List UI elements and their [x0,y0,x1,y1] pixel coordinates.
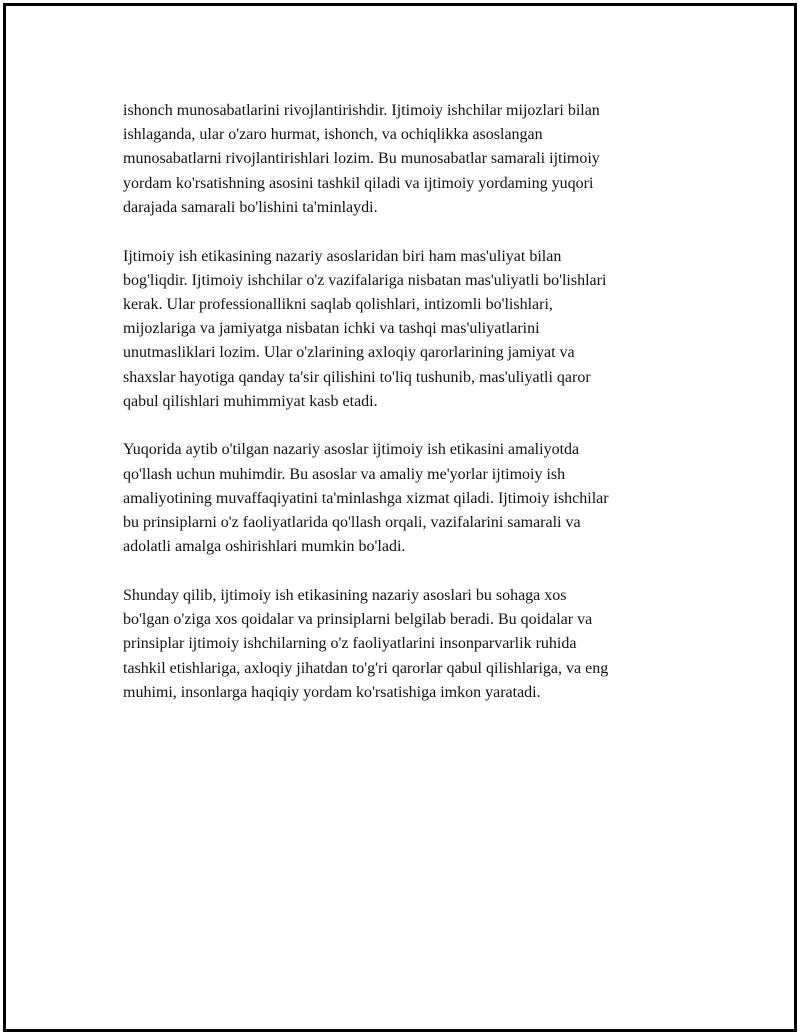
text-line: bo'lgan o'ziga xos qoidalar va prinsiplarni belgilab beradi. Bu qoidalar va [123,611,593,629]
text-line: muhimi, insonlarga haqiqiy yordam ko'rsatishiga imkon yaratadi. [123,683,541,701]
text-line: Shunday qilib, ijtimoiy ish etikasining nazariy asoslari bu sohaga xos [123,586,567,604]
text-line: ishonch munosabatlarini rivojlantirishdir. Ijtimoiy ishchilar mijozlari bilan [123,102,600,119]
text-line: prinsiplar ijtimoiy ishchilarning o'z faoliyatlarini insonparvarlik ruhida [123,635,577,653]
page-frame [3,3,797,1032]
text-line: qabul qilishlari muhimmiyat kasb etadi. [123,392,378,410]
text-line: adolatli amalga oshirishlari mumkin bo'ladi. [123,538,406,556]
text-line: bu prinsiplarni o'z faoliyatlarida qo'llash orqali, vazifalarini samarali va [123,514,581,532]
paragraph-2 [123,245,693,414]
text-line: bog'liqdir. Ijtimoiy ishchilar o'z vazifalariga nisbatan mas'uliyatli bo'lishlari [123,271,607,289]
text-line: ishlaganda, ular o'zaro hurmat, ishonch, va ochiqlikka asoslangan [123,126,543,144]
text-line: yordam ko'rsatishning asosini tashkil qiladi va ijtimoiy yordaming yuqori [123,174,594,192]
text-line: munosabatlarni rivojlantirishlari lozim. Bu munosabatlar samarali ijtimoiy [123,150,600,168]
text-line: kerak. Ular professionallikni saqlab qolishlari, intizomli bo'lishlari, [123,295,553,313]
text-line: Ijtimoiy ish etikasining nazariy asoslaridan biri ham mas'uliyat bilan [123,247,562,265]
text-line: mijozlariga va jamiyatga nisbatan ichki va tashqi mas'uliyatlarini [123,320,540,338]
text-line: unutmasliklari lozim. Ular o'zlarining axloqiy qarorlarining jamiyat va [123,344,575,362]
paragraph-4 [123,584,693,705]
text-line: Yuqorida aytib o'tilgan nazariy asoslar ijtimoiy ish etikasini amaliyotda [123,441,580,459]
text-line: qo'llash uchun muhimdir. Bu asoslar va amaliy me'yorlar ijtimoiy ish [123,465,566,483]
text-line: shaxslar hayotiga qanday ta'sir qilishini to'liq tushunib, mas'uliyatli qaror [123,368,591,386]
text-line: tashkil etishlariga, axloqiy jihatdan to'g'ri qarorlar qabul qilishlariga, va eng [123,659,609,677]
text-line: darajada samarali bo'lishini ta'minlaydi. [123,198,378,216]
paragraph-3 [123,438,693,559]
text-line: amaliyotining muvaffaqiyatini ta'minlashga xizmat qiladi. Ijtimoiy ishchilar [123,489,609,507]
document-body [123,99,693,729]
paragraph-1 [123,99,693,220]
